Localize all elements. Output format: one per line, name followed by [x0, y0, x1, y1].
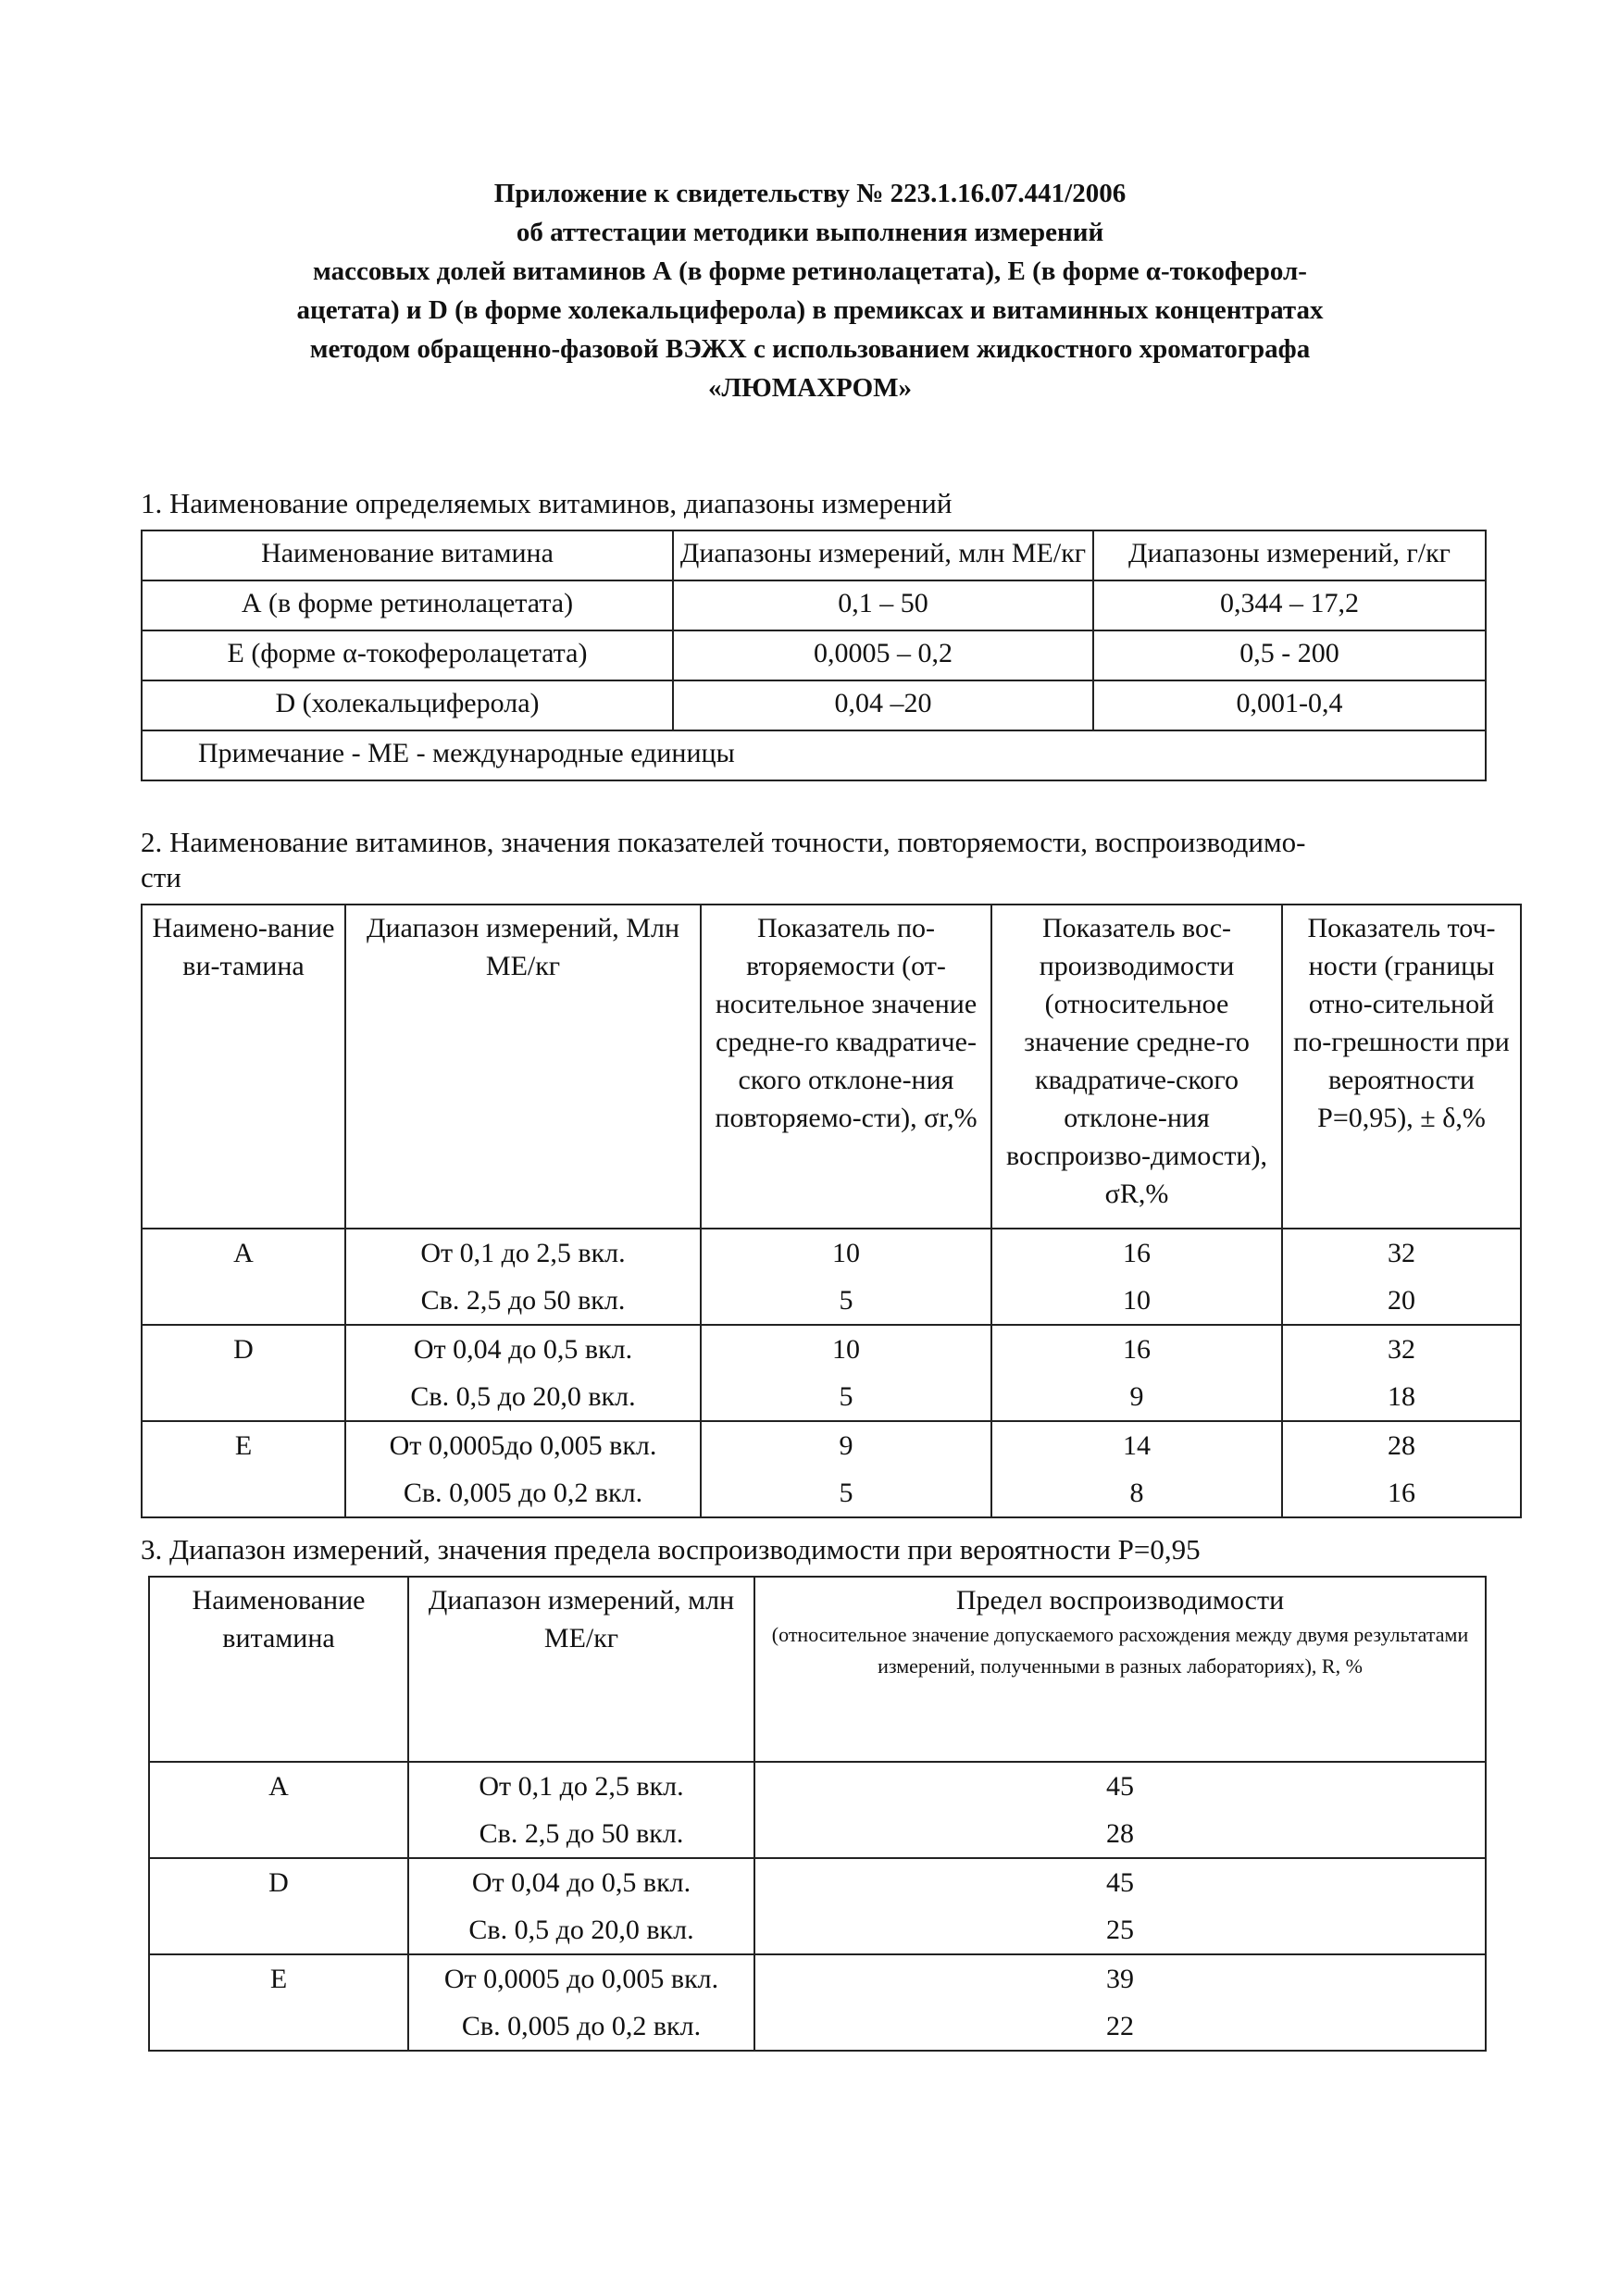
table-row: [149, 1906, 1486, 1954]
header-line: «ЛЮМАХРОМ»: [708, 373, 912, 403]
table-cell: 18: [1282, 1373, 1521, 1421]
header-line: ацетата) и D (в форме холекальциферола) в премиксах и витаминных концентратах: [296, 295, 1324, 325]
table-row: [142, 1325, 1521, 1373]
table-1-header: Диапазоны измерений, млн МЕ/кг: [673, 530, 1093, 580]
table-cell: 10: [701, 1325, 991, 1373]
table-cell: 28: [1282, 1421, 1521, 1469]
table-cell: 32: [1282, 1229, 1521, 1277]
table-cell: Св. 0,5 до 20,0 вкл.: [345, 1373, 701, 1421]
table-row: [149, 1954, 1486, 2003]
empty-cell: [149, 2003, 408, 2051]
empty-cell: [149, 1810, 408, 1858]
table-cell: Св. 2,5 до 50 вкл.: [345, 1277, 701, 1325]
table-cell: 22: [754, 2003, 1486, 2051]
table-cell: 0,344 – 17,2: [1093, 580, 1486, 630]
table-cell: 32: [1282, 1325, 1521, 1373]
table-2-header: Показатель вос-производимости (относительное значение средне-го квадратиче-ского отклоне-ния воспроизво-димости), σR,%: [991, 905, 1282, 1229]
empty-cell: [149, 1906, 408, 1954]
table-cell: 20: [1282, 1277, 1521, 1325]
table-row: [142, 1469, 1521, 1517]
vitamin-cell: D: [149, 1858, 408, 1906]
section-2-title: 2. Наименование витаминов, значения показателей точности, повторяемости, воспроизводимо-: [141, 826, 1306, 858]
table-row: [142, 1277, 1521, 1325]
table-row: [149, 1810, 1486, 1858]
table-cell: От 0,1 до 2,5 вкл.: [408, 1762, 754, 1810]
table-cell: 0,001-0,4: [1093, 680, 1486, 730]
empty-cell: [142, 1469, 345, 1517]
table-1-note: Примечание - МЕ - международные единицы: [142, 730, 1486, 780]
table-cell: 8: [991, 1469, 1282, 1517]
table-row: [142, 630, 1486, 680]
table-cell: 0,0005 – 0,2: [673, 630, 1093, 680]
table-cell: 39: [754, 1954, 1486, 2003]
table-row: [142, 680, 1486, 730]
table-row: [142, 1229, 1521, 1277]
table-cell: От 0,04 до 0,5 вкл.: [408, 1858, 754, 1906]
table-2-header: Показатель по-вторяемости (от-носительное значение средне-го квадратиче-ского отклоне-ния повторяемо-сти), σr,%: [701, 905, 991, 1229]
empty-cell: [142, 1277, 345, 1325]
table-cell: D (холекальциферола): [142, 680, 673, 730]
vitamin-cell: Е: [149, 1954, 408, 2003]
header-line: Приложение к свидетельству № 223.1.16.07.441/2006: [493, 179, 1127, 208]
table-cell: От 0,0005 до 0,005 вкл.: [408, 1954, 754, 2003]
table-cell: 45: [754, 1858, 1486, 1906]
table-cell: 5: [701, 1373, 991, 1421]
header-line: об аттестации методики выполнения измерений: [516, 218, 1104, 247]
table-3-header: Диапазон измерений, млн МЕ/кг: [408, 1577, 754, 1762]
table-cell: 25: [754, 1906, 1486, 1954]
table-2: [141, 904, 1522, 1518]
table-row: [149, 2003, 1486, 2051]
table-2-header: Показатель точ-ности (границы отно-сительной по-грешности при вероятности P=0,95), ± δ,%: [1282, 905, 1521, 1229]
table-1-header: Диапазоны измерений, г/кг: [1093, 530, 1486, 580]
table-cell: 28: [754, 1810, 1486, 1858]
table-cell: От 0,04 до 0,5 вкл.: [345, 1325, 701, 1373]
vitamin-cell: D: [142, 1325, 345, 1373]
table-cell: 10: [991, 1277, 1282, 1325]
table-3: [148, 1576, 1487, 2052]
table-2-header: Диапазон измерений, Млн МЕ/кг: [345, 905, 701, 1229]
table-row: [149, 1858, 1486, 1906]
vitamin-cell: А: [149, 1762, 408, 1810]
table-row: [142, 1373, 1521, 1421]
table-cell: Св. 0,005 до 0,2 вкл.: [345, 1469, 701, 1517]
table-cell: 0,04 –20: [673, 680, 1093, 730]
table-row: [142, 580, 1486, 630]
table-1: [141, 530, 1487, 781]
table-cell: 16: [1282, 1469, 1521, 1517]
table-cell: 45: [754, 1762, 1486, 1810]
table-cell: А (в форме ретинолацетата): [142, 580, 673, 630]
table-cell: Е (форме α-токоферолацетата): [142, 630, 673, 680]
table-cell: От 0,0005до 0,005 вкл.: [345, 1421, 701, 1469]
table-cell: Св. 2,5 до 50 вкл.: [408, 1810, 754, 1858]
table-3-header-group: [754, 1577, 1486, 1762]
table-cell: 16: [991, 1229, 1282, 1277]
table-row: [142, 1421, 1521, 1469]
table-cell: 5: [701, 1277, 991, 1325]
vitamin-cell: Е: [142, 1421, 345, 1469]
table-cell: 14: [991, 1421, 1282, 1469]
table-1-header: Наименование витамина: [142, 530, 673, 580]
table-cell: 9: [991, 1373, 1282, 1421]
table-cell: 16: [991, 1325, 1282, 1373]
table-cell: 0,5 - 200: [1093, 630, 1486, 680]
header-line: массовых долей витаминов А (в форме ретинолацетата), Е (в форме α-токоферол-: [313, 256, 1307, 286]
empty-cell: [142, 1373, 345, 1421]
section-2-title-cont: сти: [141, 861, 181, 893]
table-2-header: Наимено-вание ви-тамина: [142, 905, 345, 1229]
table-3-subheader: (относительное значение допускаемого расхождения между двумя результатами измерений, полученными в разных лабораториях), R, %: [771, 1623, 1469, 1678]
section-1-title: 1. Наименование определяемых витаминов, диапазоны измерений: [141, 487, 953, 519]
table-cell: 9: [701, 1421, 991, 1469]
table-3-header: Наименование витамина: [149, 1577, 408, 1762]
table-cell: Св. 0,005 до 0,2 вкл.: [408, 2003, 754, 2051]
table-3-header: Предел воспроизводимости: [955, 1585, 1285, 1616]
vitamin-cell: А: [142, 1229, 345, 1277]
document-header: [148, 174, 1472, 407]
table-cell: Св. 0,5 до 20,0 вкл.: [408, 1906, 754, 1954]
section-3-title: 3. Диапазон измерений, значения предела воспроизводимости при вероятности P=0,95: [141, 1533, 1201, 1566]
table-row: [149, 1762, 1486, 1810]
header-line: методом обращенно-фазовой ВЭЖХ с использованием жидкостного хроматографа: [309, 334, 1311, 364]
table-cell: 5: [701, 1469, 991, 1517]
table-cell: 10: [701, 1229, 991, 1277]
table-cell: От 0,1 до 2,5 вкл.: [345, 1229, 701, 1277]
table-cell: 0,1 – 50: [673, 580, 1093, 630]
